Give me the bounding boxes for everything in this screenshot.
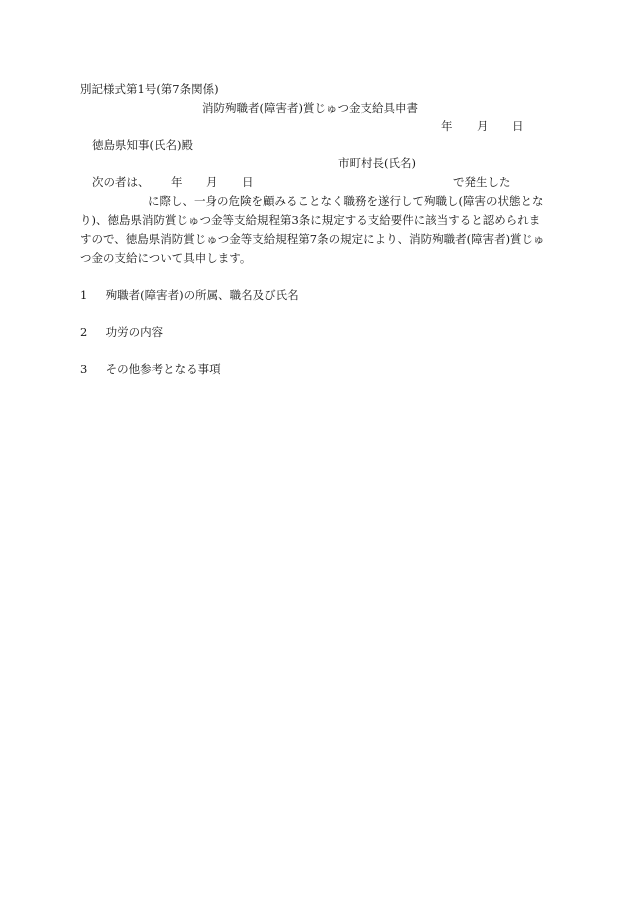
body-line1-prefix: 次の者は、 bbox=[92, 175, 150, 189]
body-line1-month: 月 bbox=[206, 175, 218, 189]
form-number: 別記様式第1号(第7条関係) bbox=[80, 82, 219, 96]
date-day-label: 日 bbox=[512, 119, 524, 133]
body-line5: つ金の支給について具申します。 bbox=[80, 251, 252, 265]
body-line4: すので、徳島県消防賞じゅつ金等支給規程第7条の規定により、消防殉職者(障害者)賞じゅ bbox=[80, 232, 545, 246]
body-line2: に際し、一身の危険を顧みることなく職務を遂行して殉職し(障害の状態とな bbox=[148, 194, 544, 208]
list-item-number: 2 bbox=[80, 325, 88, 339]
body-line3: り)、徳島県消防賞じゅつ金等支給規程第3条に規定する支給要件に該当すると認められま bbox=[80, 213, 541, 227]
body-line1-day: 日 bbox=[242, 175, 254, 189]
list-item-text: 功労の内容 bbox=[105, 325, 164, 339]
list-item-text: 殉職者(障害者)の所属、職名及び氏名 bbox=[105, 288, 299, 302]
body-line1-suffix: で発生した bbox=[453, 175, 511, 189]
document-title: 消防殉職者(障害者)賞じゅつ金支給具申書 bbox=[202, 101, 418, 115]
list-item bbox=[80, 288, 299, 303]
body-line1-year: 年 bbox=[171, 175, 183, 189]
applicant-name: 市町村長(氏名) bbox=[338, 156, 416, 170]
date-month-label: 月 bbox=[477, 119, 489, 133]
list-item-number: 1 bbox=[80, 288, 88, 302]
list-item bbox=[80, 362, 221, 377]
list-item-number: 3 bbox=[80, 362, 88, 376]
list-item bbox=[80, 325, 163, 340]
addressee: 徳島県知事(氏名)殿 bbox=[92, 138, 193, 152]
list-item-text: その他参考となる事項 bbox=[105, 362, 221, 376]
date-year-label: 年 bbox=[441, 119, 453, 133]
